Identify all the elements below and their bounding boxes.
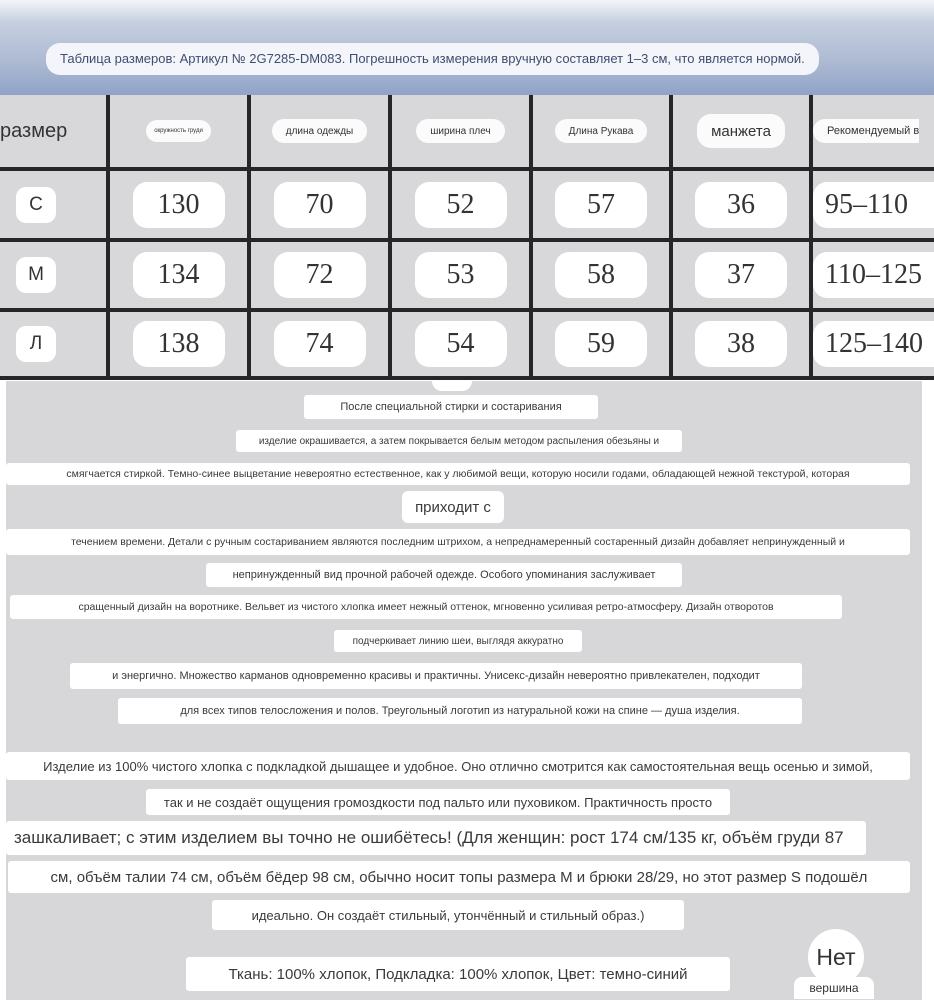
header-cuff: манжета xyxy=(697,114,785,148)
top-stub xyxy=(432,381,472,391)
desc-line: Изделие из 100% чистого хлопка с подкладкой дышащее и удобное. Оно отлично смотрится как самостоятельная вещь осенью и зимой, xyxy=(6,752,910,780)
value-cell: 58 xyxy=(555,252,647,298)
header-recommended: Рекомендуемый в xyxy=(813,119,919,143)
value-cell: 53 xyxy=(415,252,507,298)
recommended-cell: 95–110 xyxy=(813,182,934,228)
value-cell: 134 xyxy=(133,252,225,298)
value-cell: 54 xyxy=(415,321,507,367)
value-cell: 72 xyxy=(274,252,366,298)
desc-line: и энергично. Множество карманов одновременно красивы и практичны. Унисекс-дизайн невероятно привлекателен, подходит xyxy=(70,663,802,689)
value-cell: 36 xyxy=(695,182,787,228)
desc-line: смягчается стиркой. Темно-синее выцветание невероятно естественное, как у любимой вещи, которую носили годами, обладающей нежной текстурой, которая xyxy=(6,463,910,485)
product-description xyxy=(6,381,932,1000)
value-cell: 37 xyxy=(695,252,787,298)
desc-line: сращенный дизайн на воротнике. Вельвет из чистого хлопка имеет нежный оттенок, мгновенно усиливая ретро-атмосферу. Дизайн отворотов xyxy=(10,595,842,619)
desc-line: изделие окрашивается, а затем покрывается белым методом распыления обезьяны и xyxy=(236,430,682,452)
desc-line: так и не создаёт ощущения громоздкости под пальто или пуховиком. Практичность просто xyxy=(146,789,730,815)
desc-line: идеально. Он создаёт стильный, утончённый и стильный образ.) xyxy=(212,900,684,930)
size-chart-panel xyxy=(0,0,934,380)
size-label: Л xyxy=(16,326,56,362)
value-cell: 57 xyxy=(555,182,647,228)
desc-line: После специальной стирки и состаривания xyxy=(304,395,598,419)
table-row xyxy=(16,312,76,376)
size-table xyxy=(0,95,934,380)
table-row xyxy=(16,171,76,238)
desc-line: подчеркивает линию шеи, выглядя аккуратно xyxy=(334,630,582,652)
desc-line: приходит с xyxy=(402,491,504,523)
desc-line: см, объём талии 74 см, объём бёдер 98 см, обычно носит топы размера М и брюки 28/29, но этот размер S подошёл xyxy=(8,861,910,893)
net-badge[interactable]: Нет xyxy=(808,929,864,985)
desc-line: зашкаливает; с этим изделием вы точно не ошибётесь! (Для женщин: рост 174 см/135 кг, объём груди 87 xyxy=(6,821,866,855)
header-shoulder: ширина плеч xyxy=(416,119,504,143)
header-length: длина одежды xyxy=(272,119,367,143)
desc-line: для всех типов телосложения и полов. Треугольный логотип из натуральной кожи на спине — душа изделия. xyxy=(118,698,802,724)
right-edge xyxy=(922,381,934,1000)
header-size: размер xyxy=(0,119,68,142)
value-cell: 70 xyxy=(274,182,366,228)
top-label[interactable]: вершина xyxy=(794,977,874,999)
desc-line: течением времени. Детали с ручным состариванием являются последним штрихом, а непреднамеренный состаренный дизайн добавляет непринужденный и xyxy=(6,529,910,555)
desc-line: Ткань: 100% хлопок, Подкладка: 100% хлопок, Цвет: темно-синий xyxy=(186,957,730,991)
size-label: М xyxy=(16,257,56,293)
size-chart-caption: Таблица размеров: Артикул № 2G7285-DM083. Погрешность измерения вручную составляет 1–3 см, что является нормой. xyxy=(46,43,819,75)
header-sleeve: Длина Рукава xyxy=(555,119,648,143)
recommended-cell: 110–125 xyxy=(813,252,934,298)
recommended-cell: 125–140 xyxy=(813,321,934,367)
value-cell: 59 xyxy=(555,321,647,367)
desc-line: непринужденный вид прочной рабочей одежде. Особого упоминания заслуживает xyxy=(206,563,682,587)
size-label: С xyxy=(16,187,56,223)
header-chest: окружность груди xyxy=(146,120,211,142)
value-cell: 138 xyxy=(133,321,225,367)
value-cell: 52 xyxy=(415,182,507,228)
table-row xyxy=(16,242,76,308)
value-cell: 74 xyxy=(274,321,366,367)
value-cell: 38 xyxy=(695,321,787,367)
value-cell: 130 xyxy=(133,182,225,228)
